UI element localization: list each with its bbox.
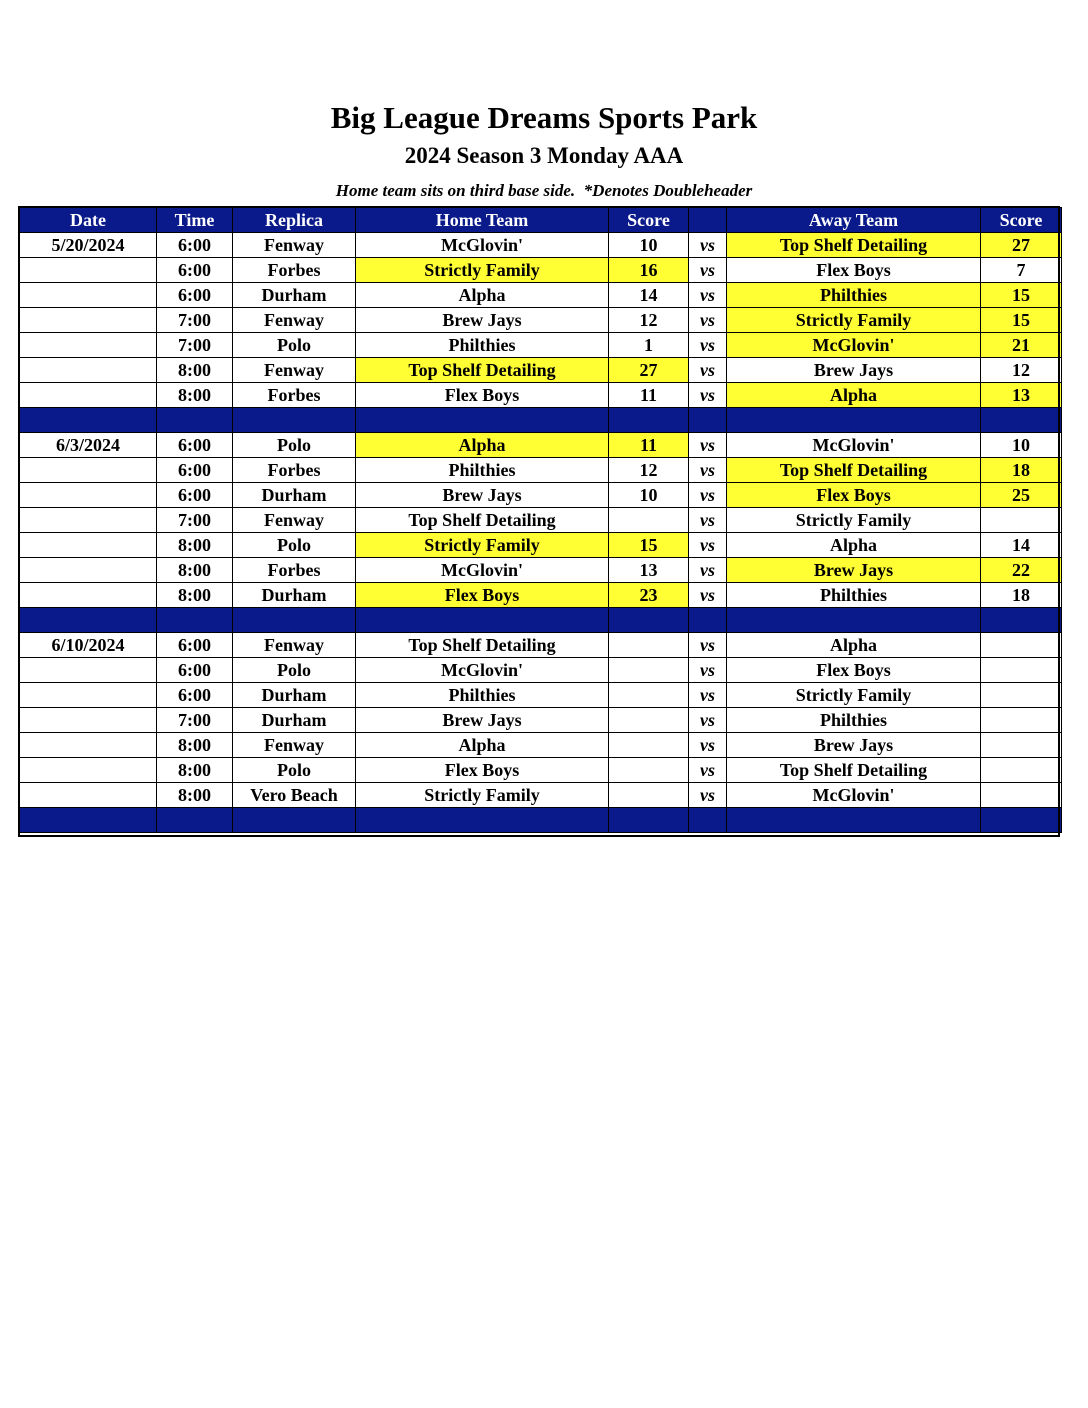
away-team-cell: Strictly Family bbox=[727, 683, 981, 708]
vs-cell: vs bbox=[689, 558, 727, 583]
away-team-cell: McGlovin' bbox=[727, 433, 981, 458]
away-team-cell: Brew Jays bbox=[727, 733, 981, 758]
home-score-cell: 14 bbox=[609, 283, 689, 308]
field-cell: Fenway bbox=[233, 358, 356, 383]
home-team-cell: Philthies bbox=[356, 458, 609, 483]
field-cell: Durham bbox=[233, 283, 356, 308]
away-team-cell: Alpha bbox=[727, 533, 981, 558]
separator-cell bbox=[157, 608, 233, 633]
field-cell: Polo bbox=[233, 533, 356, 558]
time-cell: 8:00 bbox=[157, 383, 233, 408]
vs-cell: vs bbox=[689, 658, 727, 683]
away-score-cell bbox=[981, 633, 1062, 658]
away-team-cell: Strictly Family bbox=[727, 308, 981, 333]
date-cell bbox=[20, 708, 157, 733]
away-team-cell: Flex Boys bbox=[727, 483, 981, 508]
col-vs bbox=[689, 208, 727, 233]
table-row bbox=[20, 658, 1062, 683]
date-cell bbox=[20, 783, 157, 808]
separator-cell bbox=[233, 408, 356, 433]
table-row bbox=[20, 433, 1062, 458]
date-cell bbox=[20, 333, 157, 358]
home-team-cell: Top Shelf Detailing bbox=[356, 508, 609, 533]
time-cell: 8:00 bbox=[157, 783, 233, 808]
table-row bbox=[20, 583, 1062, 608]
home-score-cell: 15 bbox=[609, 533, 689, 558]
col-date: Date bbox=[20, 208, 157, 233]
separator-cell bbox=[609, 608, 689, 633]
vs-cell: vs bbox=[689, 358, 727, 383]
home-score-cell: 23 bbox=[609, 583, 689, 608]
separator-cell bbox=[20, 408, 157, 433]
table-row bbox=[20, 258, 1062, 283]
home-score-cell bbox=[609, 758, 689, 783]
field-cell: Vero Beach bbox=[233, 783, 356, 808]
home-team-cell: Strictly Family bbox=[356, 258, 609, 283]
home-score-cell bbox=[609, 658, 689, 683]
date-cell bbox=[20, 258, 157, 283]
home-score-cell bbox=[609, 783, 689, 808]
vs-cell: vs bbox=[689, 583, 727, 608]
time-cell: 6:00 bbox=[157, 633, 233, 658]
table-row bbox=[20, 783, 1062, 808]
away-team-cell: Brew Jays bbox=[727, 358, 981, 383]
table-row bbox=[20, 633, 1062, 658]
field-cell: Polo bbox=[233, 758, 356, 783]
table-row bbox=[20, 708, 1062, 733]
home-team-cell: Strictly Family bbox=[356, 533, 609, 558]
date-cell bbox=[20, 683, 157, 708]
time-cell: 6:00 bbox=[157, 658, 233, 683]
col-replica: Replica bbox=[233, 208, 356, 233]
field-cell: Forbes bbox=[233, 558, 356, 583]
table-row bbox=[20, 508, 1062, 533]
home-team-cell: McGlovin' bbox=[356, 233, 609, 258]
date-cell bbox=[20, 658, 157, 683]
home-score-cell: 11 bbox=[609, 433, 689, 458]
away-score-cell: 18 bbox=[981, 458, 1062, 483]
away-score-cell bbox=[981, 708, 1062, 733]
away-score-cell: 7 bbox=[981, 258, 1062, 283]
date-cell bbox=[20, 508, 157, 533]
table-row bbox=[20, 733, 1062, 758]
away-score-cell: 15 bbox=[981, 308, 1062, 333]
date-cell bbox=[20, 533, 157, 558]
home-score-cell bbox=[609, 683, 689, 708]
vs-cell: vs bbox=[689, 433, 727, 458]
home-team-cell: Alpha bbox=[356, 433, 609, 458]
home-team-cell: Strictly Family bbox=[356, 783, 609, 808]
away-score-cell: 25 bbox=[981, 483, 1062, 508]
home-score-cell: 12 bbox=[609, 308, 689, 333]
date-cell: 5/20/2024 bbox=[20, 233, 157, 258]
home-team-cell: Flex Boys bbox=[356, 383, 609, 408]
separator-cell bbox=[727, 608, 981, 633]
date-cell: 6/10/2024 bbox=[20, 633, 157, 658]
week-separator-row bbox=[20, 808, 1062, 833]
separator-cell bbox=[157, 808, 233, 833]
vs-cell: vs bbox=[689, 458, 727, 483]
away-score-cell: 21 bbox=[981, 333, 1062, 358]
table-row bbox=[20, 233, 1062, 258]
time-cell: 7:00 bbox=[157, 308, 233, 333]
time-cell: 6:00 bbox=[157, 483, 233, 508]
date-cell bbox=[20, 308, 157, 333]
separator-cell bbox=[20, 808, 157, 833]
home-score-cell bbox=[609, 708, 689, 733]
time-cell: 6:00 bbox=[157, 233, 233, 258]
col-away-score: Score bbox=[981, 208, 1062, 233]
away-score-cell bbox=[981, 783, 1062, 808]
away-team-cell: Alpha bbox=[727, 633, 981, 658]
home-score-cell: 16 bbox=[609, 258, 689, 283]
time-cell: 8:00 bbox=[157, 733, 233, 758]
home-team-cell: Flex Boys bbox=[356, 758, 609, 783]
vs-cell: vs bbox=[689, 308, 727, 333]
time-cell: 6:00 bbox=[157, 683, 233, 708]
vs-cell: vs bbox=[689, 733, 727, 758]
field-cell: Durham bbox=[233, 583, 356, 608]
week-separator-row bbox=[20, 408, 1062, 433]
col-away-team: Away Team bbox=[727, 208, 981, 233]
time-cell: 8:00 bbox=[157, 758, 233, 783]
vs-cell: vs bbox=[689, 783, 727, 808]
vs-cell: vs bbox=[689, 708, 727, 733]
date-cell bbox=[20, 733, 157, 758]
date-cell bbox=[20, 283, 157, 308]
field-cell: Forbes bbox=[233, 258, 356, 283]
vs-cell: vs bbox=[689, 533, 727, 558]
away-team-cell: Strictly Family bbox=[727, 508, 981, 533]
vs-cell: vs bbox=[689, 633, 727, 658]
away-team-cell: Top Shelf Detailing bbox=[727, 458, 981, 483]
separator-cell bbox=[233, 608, 356, 633]
field-cell: Fenway bbox=[233, 308, 356, 333]
field-cell: Fenway bbox=[233, 233, 356, 258]
time-cell: 6:00 bbox=[157, 458, 233, 483]
vs-cell: vs bbox=[689, 508, 727, 533]
home-team-cell: Flex Boys bbox=[356, 583, 609, 608]
date-cell bbox=[20, 758, 157, 783]
home-score-cell bbox=[609, 733, 689, 758]
field-cell: Durham bbox=[233, 708, 356, 733]
time-cell: 6:00 bbox=[157, 433, 233, 458]
table-row bbox=[20, 358, 1062, 383]
vs-cell: vs bbox=[689, 258, 727, 283]
vs-cell: vs bbox=[689, 383, 727, 408]
separator-cell bbox=[689, 608, 727, 633]
table-row bbox=[20, 333, 1062, 358]
separator-cell bbox=[609, 808, 689, 833]
time-cell: 7:00 bbox=[157, 333, 233, 358]
home-team-cell: Philthies bbox=[356, 683, 609, 708]
field-cell: Durham bbox=[233, 483, 356, 508]
away-team-cell: McGlovin' bbox=[727, 783, 981, 808]
home-score-cell: 10 bbox=[609, 483, 689, 508]
date-cell: 6/3/2024 bbox=[20, 433, 157, 458]
separator-cell bbox=[609, 408, 689, 433]
away-team-cell: Flex Boys bbox=[727, 258, 981, 283]
away-team-cell: Philthies bbox=[727, 708, 981, 733]
schedule-table bbox=[19, 207, 1062, 833]
vs-cell: vs bbox=[689, 683, 727, 708]
table-row bbox=[20, 533, 1062, 558]
away-score-cell bbox=[981, 683, 1062, 708]
field-cell: Polo bbox=[233, 658, 356, 683]
separator-cell bbox=[356, 808, 609, 833]
time-cell: 7:00 bbox=[157, 508, 233, 533]
date-cell bbox=[20, 458, 157, 483]
home-team-cell: Top Shelf Detailing bbox=[356, 633, 609, 658]
table-row bbox=[20, 758, 1062, 783]
table-row bbox=[20, 308, 1062, 333]
away-team-cell: Alpha bbox=[727, 383, 981, 408]
table-row bbox=[20, 383, 1062, 408]
vs-cell: vs bbox=[689, 283, 727, 308]
date-cell bbox=[20, 583, 157, 608]
field-cell: Polo bbox=[233, 433, 356, 458]
away-score-cell: 13 bbox=[981, 383, 1062, 408]
away-score-cell bbox=[981, 758, 1062, 783]
away-score-cell: 10 bbox=[981, 433, 1062, 458]
field-cell: Polo bbox=[233, 333, 356, 358]
home-score-cell: 27 bbox=[609, 358, 689, 383]
home-team-cell: Brew Jays bbox=[356, 308, 609, 333]
separator-cell bbox=[727, 808, 981, 833]
away-team-cell: Flex Boys bbox=[727, 658, 981, 683]
away-team-cell: McGlovin' bbox=[727, 333, 981, 358]
away-team-cell: Philthies bbox=[727, 283, 981, 308]
separator-cell bbox=[689, 408, 727, 433]
separator-cell bbox=[356, 408, 609, 433]
field-cell: Fenway bbox=[233, 508, 356, 533]
home-score-cell bbox=[609, 633, 689, 658]
vs-cell: vs bbox=[689, 483, 727, 508]
col-time: Time bbox=[157, 208, 233, 233]
col-home-team: Home Team bbox=[356, 208, 609, 233]
time-cell: 7:00 bbox=[157, 708, 233, 733]
separator-cell bbox=[20, 608, 157, 633]
page-subtitle: 2024 Season 3 Monday AAA bbox=[404, 143, 684, 168]
field-cell: Forbes bbox=[233, 383, 356, 408]
separator-cell bbox=[981, 808, 1062, 833]
away-score-cell: 22 bbox=[981, 558, 1062, 583]
away-score-cell: 18 bbox=[981, 583, 1062, 608]
field-cell: Forbes bbox=[233, 458, 356, 483]
table-row bbox=[20, 683, 1062, 708]
separator-cell bbox=[356, 608, 609, 633]
home-team-cell: McGlovin' bbox=[356, 558, 609, 583]
header-row bbox=[20, 208, 1062, 233]
away-team-cell: Top Shelf Detailing bbox=[727, 758, 981, 783]
vs-cell: vs bbox=[689, 333, 727, 358]
week-separator-row bbox=[20, 608, 1062, 633]
home-team-cell: Brew Jays bbox=[356, 708, 609, 733]
home-team-cell: McGlovin' bbox=[356, 658, 609, 683]
date-cell bbox=[20, 358, 157, 383]
time-cell: 6:00 bbox=[157, 258, 233, 283]
field-cell: Durham bbox=[233, 683, 356, 708]
away-team-cell: Brew Jays bbox=[727, 558, 981, 583]
table-row bbox=[20, 283, 1062, 308]
page-title: Big League Dreams Sports Park bbox=[330, 100, 758, 135]
away-team-cell: Top Shelf Detailing bbox=[727, 233, 981, 258]
table-row bbox=[20, 558, 1062, 583]
time-cell: 8:00 bbox=[157, 358, 233, 383]
home-score-cell: 12 bbox=[609, 458, 689, 483]
vs-cell: vs bbox=[689, 758, 727, 783]
separator-cell bbox=[689, 808, 727, 833]
field-cell: Fenway bbox=[233, 633, 356, 658]
separator-cell bbox=[157, 408, 233, 433]
field-cell: Fenway bbox=[233, 733, 356, 758]
away-score-cell bbox=[981, 658, 1062, 683]
home-score-cell bbox=[609, 508, 689, 533]
home-score-cell: 1 bbox=[609, 333, 689, 358]
schedule-body bbox=[20, 233, 1062, 833]
schedule-note: Home team sits on third base side. *Denotes Doubleheader bbox=[335, 181, 753, 200]
time-cell: 8:00 bbox=[157, 533, 233, 558]
time-cell: 8:00 bbox=[157, 558, 233, 583]
time-cell: 6:00 bbox=[157, 283, 233, 308]
date-cell bbox=[20, 383, 157, 408]
time-cell: 8:00 bbox=[157, 583, 233, 608]
table-row bbox=[20, 483, 1062, 508]
away-score-cell bbox=[981, 508, 1062, 533]
vs-cell: vs bbox=[689, 233, 727, 258]
col-home-score: Score bbox=[609, 208, 689, 233]
home-score-cell: 13 bbox=[609, 558, 689, 583]
separator-cell bbox=[727, 408, 981, 433]
date-cell bbox=[20, 483, 157, 508]
home-score-cell: 11 bbox=[609, 383, 689, 408]
home-team-cell: Brew Jays bbox=[356, 483, 609, 508]
away-score-cell: 15 bbox=[981, 283, 1062, 308]
away-team-cell: Philthies bbox=[727, 583, 981, 608]
away-score-cell: 27 bbox=[981, 233, 1062, 258]
away-score-cell: 12 bbox=[981, 358, 1062, 383]
home-score-cell: 10 bbox=[609, 233, 689, 258]
table-row bbox=[20, 458, 1062, 483]
separator-cell bbox=[233, 808, 356, 833]
away-score-cell bbox=[981, 733, 1062, 758]
home-team-cell: Alpha bbox=[356, 733, 609, 758]
separator-cell bbox=[981, 608, 1062, 633]
away-score-cell: 14 bbox=[981, 533, 1062, 558]
date-cell bbox=[20, 558, 157, 583]
home-team-cell: Philthies bbox=[356, 333, 609, 358]
home-team-cell: Alpha bbox=[356, 283, 609, 308]
separator-cell bbox=[981, 408, 1062, 433]
home-team-cell: Top Shelf Detailing bbox=[356, 358, 609, 383]
